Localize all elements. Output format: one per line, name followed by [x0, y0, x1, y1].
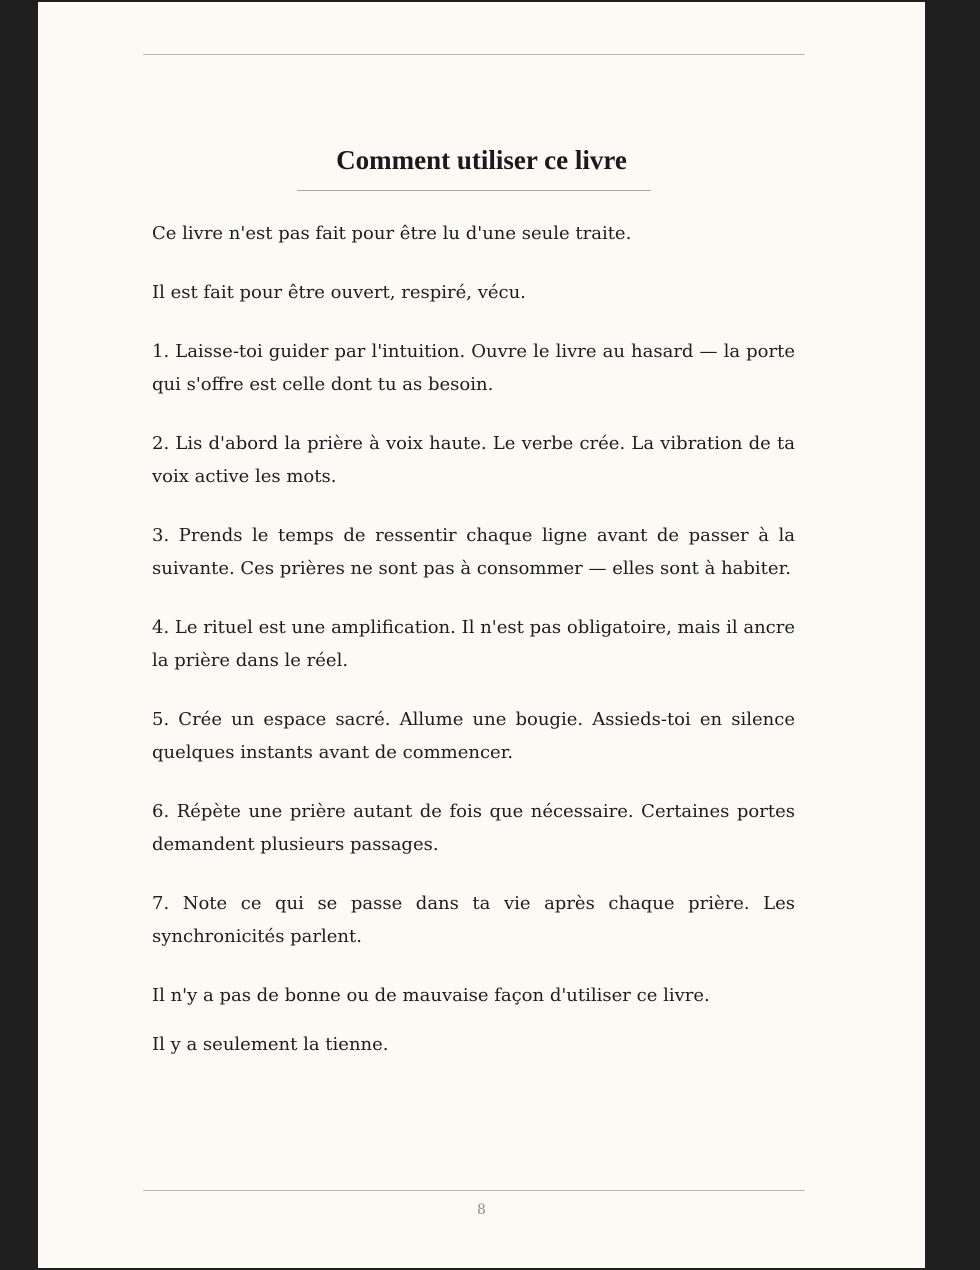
- step-paragraph: 4. Le rituel est une amplification. Il n'est pas obligatoire, mais il ancre la prière dans le réel.: [152, 617, 795, 671]
- step-paragraph: 6. Répète une prière autant de fois que nécessaire. Certaines portes demandent plusieurs passages.: [152, 801, 795, 855]
- step-paragraph: 1. Laisse-toi guider par l'intuition. Ouvre le livre au hasard — la porte qui s'offre est celle dont tu as besoin.: [152, 341, 795, 395]
- step-paragraph: 2. Lis d'abord la prière à voix haute. Le verbe crée. La vibration de ta voix active les mots.: [152, 433, 795, 487]
- book-page: [38, 2, 925, 1268]
- closing-paragraph: Il y a seulement la tienne.: [152, 1034, 389, 1055]
- step-paragraph: 3. Prends le temps de ressentir chaque ligne avant de passer à la suivante. Ces prières ne sont pas à consommer — elles sont à habiter.: [152, 525, 795, 579]
- page-number: 8: [477, 1202, 486, 1218]
- closing-paragraph: Il n'y a pas de bonne ou de mauvaise façon d'utiliser ce livre.: [152, 985, 710, 1006]
- intro-paragraph: Ce livre n'est pas fait pour être lu d'une seule traite.: [152, 223, 632, 244]
- step-paragraph: 7. Note ce qui se passe dans ta vie après chaque prière. Les synchronicités parlent.: [152, 893, 795, 947]
- title-underline: [297, 190, 651, 191]
- header-rule: [143, 54, 805, 55]
- step-paragraph: 5. Crée un espace sacré. Allume une bougie. Assieds-toi en silence quelques instants avant de commencer.: [152, 709, 795, 763]
- intro-paragraph: Il est fait pour être ouvert, respiré, vécu.: [152, 282, 526, 303]
- page-body: [152, 217, 795, 1087]
- page-title: Comment utiliser ce livre: [336, 145, 627, 175]
- footer-rule: [143, 1190, 805, 1191]
